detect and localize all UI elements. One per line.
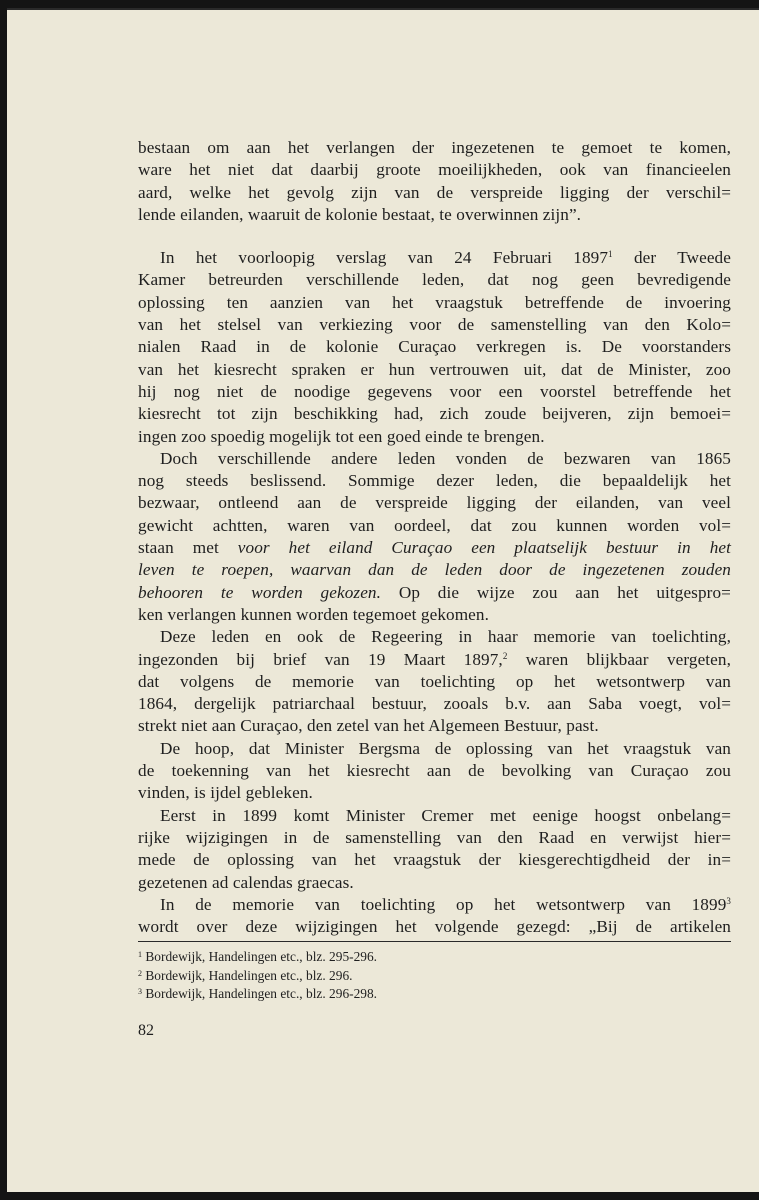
text-line: van het kiesrecht spraken er hun vertrouwen uit, dat de Minister, zoo — [138, 359, 731, 379]
text-line: De hoop, dat Minister Bergsma de oplossing van het vraagstuk van — [160, 738, 731, 758]
text-line: lende eilanden, waaruit de kolonie bestaat, te overwinnen zijn”. — [138, 204, 582, 224]
footnote — [138, 967, 731, 985]
text-line: vinden, is ijdel gebleken. — [138, 783, 313, 803]
text-line: gewicht achtten, waren van oordeel, dat zou kunnen worden vol= — [138, 515, 731, 535]
footnote-ref: 1 — [608, 249, 613, 260]
text-segment: Op die wijze zou aan het uitgespro= — [398, 582, 731, 602]
text-line — [138, 649, 731, 671]
footnote-mark: 2 — [138, 968, 142, 978]
text-line: wordt over deze wijzigingen het volgende gezegd: „Bij de artikelen — [138, 917, 731, 937]
footnote-ref: 2 — [502, 650, 508, 661]
text-line: Eerst in 1899 komt Minister Cremer met eenige hoogst onbelang= — [160, 805, 731, 825]
text-segment: ingezonden bij brief van 19 Maart 1897, — [138, 649, 503, 669]
footnote — [138, 948, 731, 966]
text-line: ken verlangen kunnen worden tegemoet gekomen. — [138, 604, 489, 624]
text-line: Kamer betreurden verschillende leden, dat nog geen bevredigende — [138, 270, 731, 290]
page-number: 82 — [138, 1022, 154, 1040]
footnote-text: Bordewijk, Handelingen etc., blz. 296-298. — [145, 985, 378, 1001]
italic-text: leven te roepen, waarvan dan de leden door de ingezetenen zouden — [138, 560, 731, 580]
text-line: strekt niet aan Curaçao, den zetel van het Algemeen Bestuur, past. — [138, 716, 599, 736]
italic-text: voor het eiland Curaçao een plaatselijk bestuur in het — [237, 538, 731, 558]
footnote-divider — [138, 941, 731, 942]
text-segment: waren blijkbaar vergeten, — [525, 649, 731, 669]
text-line: rijke wijzigingen in de samenstelling van den Raad en verwijst hier= — [138, 827, 731, 847]
text-line: bestaan om aan het verlangen der ingezetenen te gemoet te komen, — [138, 138, 731, 157]
footnote-mark: 3 — [138, 986, 142, 996]
text-line: ware het niet dat daarbij groote moeilijkheden, ook van financieelen — [138, 160, 731, 180]
text-line: van het stelsel van verkiezing voor de samenstelling van den Kolo= — [138, 315, 731, 335]
text-line: dat volgens de memorie van toelichting op het wetsontwerp van — [138, 671, 731, 691]
text-line: gezetenen ad calendas graecas. — [138, 872, 354, 892]
text-line — [138, 537, 731, 559]
text-segment: In het voorloopig verslag van 24 Februari 1897 — [160, 248, 609, 268]
text-segment: staan met — [138, 538, 219, 558]
text-line: bezwaar, ontleend aan de verspreide ligging der eilanden, van veel — [138, 493, 731, 513]
book-page — [7, 8, 759, 1192]
text-line: 1864, dergelijk patriarchaal bestuur, zooals b.v. aan Saba voegt, vol= — [138, 694, 731, 714]
text-line — [138, 582, 731, 604]
footnote-mark: 1 — [138, 950, 142, 960]
text-line: ingen zoo spoedig mogelijk tot een goed einde te brengen. — [138, 426, 545, 446]
paragraph-gap — [138, 226, 731, 247]
footnote-ref: 3 — [726, 895, 731, 906]
footnote — [138, 985, 731, 1003]
page-text — [138, 137, 731, 1041]
text-line — [138, 247, 731, 269]
footnote-text: Bordewijk, Handelingen etc., blz. 295-296. — [145, 949, 378, 965]
italic-text: behooren te worden gekozen. — [138, 582, 382, 602]
text-line: mede de oplossing van het vraagstuk der kiesgerechtigdheid der in= — [138, 850, 731, 870]
text-line: hij nog niet de noodige gegevens voor een voorstel betreffende het — [138, 381, 731, 401]
text-line: nog steeds beslissend. Sommige dezer leden, die bepaaldelijk het — [138, 471, 731, 491]
text-line: Doch verschillende andere leden vonden de bezwaren van 1865 — [160, 448, 731, 468]
text-line — [138, 559, 731, 581]
text-segment: der Tweede — [633, 248, 731, 268]
text-line: nialen Raad in de kolonie Curaçao verkregen is. De voorstanders — [138, 337, 731, 357]
text-line — [138, 894, 731, 916]
text-line: kiesrecht tot zijn beschikking had, zich zoude beijveren, zijn bemoei= — [138, 404, 731, 424]
text-segment: In de memorie van toelichting op het wetsontwerp van 1899 — [160, 894, 727, 914]
text-line: aard, welke het gevolg zijn van de verspreide ligging der verschil= — [138, 182, 731, 202]
text-line: oplossing ten aanzien van het vraagstuk betreffende de invoering — [138, 292, 731, 312]
footnote-text: Bordewijk, Handelingen etc., blz. 296. — [145, 967, 353, 983]
text-line: Deze leden en ook de Regeering in haar memorie van toelichting, — [160, 627, 731, 647]
text-line: de toekenning van het kiesrecht aan de bevolking van Curaçao zou — [138, 761, 731, 781]
